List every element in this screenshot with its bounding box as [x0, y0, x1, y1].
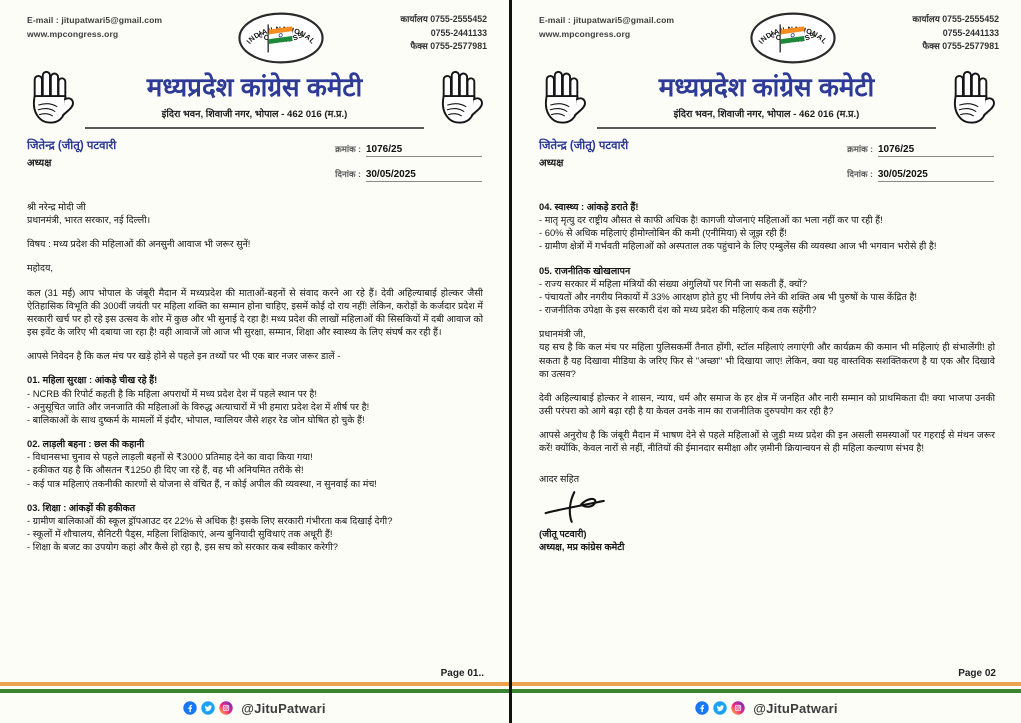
social-handle: @JituPatwari — [753, 700, 838, 716]
inc-party-logo — [235, 10, 327, 66]
sender-row — [0, 129, 509, 189]
section-03-point: - स्कूलों में शौचालय, सैनिटरी पैड्स, महिला शिक्षिकाएं, अन्य बुनियादी सुविधाएं तक अधूरी हैं! — [27, 527, 333, 539]
org-address: इंदिरा भवन, शिवाजी नगर, भोपाल - 462 016 (म.प्र.) — [161, 109, 348, 120]
page-footer — [512, 682, 1021, 723]
sender-row — [512, 129, 1021, 189]
website-text: www.mpcongress.org — [539, 29, 631, 40]
letter-page-2 — [512, 0, 1021, 723]
ref-number-line — [335, 139, 482, 157]
section-01-point: - NCRB की रिपोर्ट कहती है कि महिला अपराधों में मध्य प्रदेश देश में पहले स्थान पर है! — [27, 387, 317, 399]
pm-paragraph: यह सच है कि कल मंच पर महिला पुलिसकर्मी तैनात होंगी, स्टॉल महिलाएं लगाएंगी और कार्यक्रम की कमान भी महिलाएं ही संभालेंगी! हो सकता है यह दिखावा मीडिया के जरिए फिर से "अच्छा" भी दिखाया जाए! लेकिन, क्या यह वास्तविक सशक्तिकरण है या एक और दिखावे का उत्सव? — [539, 341, 995, 379]
letterhead-title-row — [0, 68, 509, 129]
salutation: महोदय, — [27, 262, 54, 274]
date-value: 30/05/2025 — [878, 169, 994, 182]
page-number: Page 01.. — [440, 668, 484, 679]
date-line — [335, 164, 482, 182]
section-02-point: - हकीकत यह है कि औसतन ₹1250 ही दिए जा रहे हैं, वह भी अनियमित तरीके से! — [27, 464, 304, 476]
org-address: इंदिरा भवन, शिवाजी नगर, भोपाल - 462 016 (म.प्र.) — [673, 109, 860, 120]
website-text: www.mpcongress.org — [27, 29, 119, 40]
ref-block — [335, 138, 482, 189]
section-01 — [27, 373, 483, 426]
date-line — [847, 164, 994, 182]
congress-hand-icon — [946, 68, 996, 129]
org-title: मध्यप्रदेश कांग्रेस कमेटी — [146, 72, 363, 102]
org-title: मध्यप्रदेश कांग्रेस कमेटी — [658, 72, 875, 102]
subject-line: विषय : मध्य प्रदेश की महिलाओं की अनसुनी आवाज भी जरूर सुनें! — [27, 238, 251, 250]
congress-hand-icon — [434, 68, 484, 129]
header-contact-left — [27, 13, 162, 41]
sender-block — [539, 138, 628, 189]
header-contact-row — [512, 0, 1021, 66]
section-03-heading: 03. शिक्षा : आंकड़ों की हकीकत — [27, 501, 136, 513]
section-04 — [539, 200, 995, 253]
social-row — [512, 693, 1021, 723]
ref-number-label: क्रमांक : — [847, 144, 873, 154]
signature — [543, 489, 609, 525]
appeal-paragraph: आपसे अनुरोध है कि जंबूरी मैदान में भाषण देने से पहले महिलाओं से जुड़ी मध्य प्रदेश की इन असली समस्याओं पर गहराई से मंथन जरूर करें! क्योंकि, केवल नारों से नहीं, नीतियों की ईमानदार समीक्षा और ज़मीनी क्रियान्वयन से ही महिला कल्याण संभव है! — [539, 429, 995, 454]
page-footer — [0, 682, 509, 723]
date-label: दिनांक : — [847, 169, 873, 179]
fax-line: फैक्स 0755-2577981 — [922, 41, 999, 52]
section-02-point: - विधानसभा चुनाव से पहले लाड़ली बहनों से ₹3000 प्रतिमाह देने का वादा किया गया! — [27, 451, 313, 463]
sender-role: अध्यक्ष — [27, 158, 52, 169]
section-03-point: - ग्रामीण बालिकाओं की स्कूल ड्रॉपआउट दर 22% से अधिक है! इसके लिए सरकारी गंभीरता कब दिखाई देगी? — [27, 514, 393, 526]
letterhead-title-row — [512, 68, 1021, 129]
section-05-point: - पंचायतों और नगरीय निकायों में 33% आरक्षण होते हुए भी निर्णय लेने की शक्ति अब भी पुरुषों के पास केंद्रित है! — [539, 290, 918, 302]
section-02-point: - कई पात्र महिलाएं तकनीकी कारणों से योजना से वंचित हैं, न कोई अपील की व्यवस्था, न सुनवाई का मंच! — [27, 477, 377, 489]
pm-heading: प्रधानमंत्री जी, — [539, 328, 586, 340]
office-phone-line1: कार्यालय 0755-2555452 — [912, 14, 999, 24]
section-03 — [27, 501, 483, 554]
letter-page-1 — [0, 0, 509, 723]
recipient-title: प्रधानमंत्री, भारत सरकार, नई दिल्ली। — [27, 214, 151, 226]
instagram-icon — [731, 701, 745, 715]
section-04-point: - मातृ मृत्यु दर राष्ट्रीय औसत से काफी अधिक है! कागजी योजनाएं महिलाओं का भला नहीं कर पा रही हैं! — [539, 214, 883, 226]
section-05-point: - राज्य सरकार में महिला मंत्रियों की संख्या अंगुलियों पर गिनी जा सकती हैं, क्यों? — [539, 277, 808, 289]
signatory-role: अध्यक्ष, मप्र कांग्रेस कमेटी — [539, 540, 625, 552]
header-contact-right — [912, 13, 999, 54]
header-contact-row — [0, 0, 509, 66]
social-row — [0, 693, 509, 723]
sender-name: जितेन्द्र (जीतू) पटवारी — [27, 140, 117, 152]
intro-paragraph: कल (31 मई) आप भोपाल के जंबूरी मैदान में मध्यप्रदेश की माताओं-बहनों से संवाद करने आ रहे हैं। देवी अहिल्याबाई होल्कर जैसी ऐतिहासिक विभूति की 300वीं जयंती पर महिला शक्ति का सम्मान होना चाहिए, इसमें कोई दो राय नहीं! लेकिन, करोड़ों के कर्जदार प्रदेश में सरकारी खर्च पर हो रहे इस उत्सव के शोर में कुछ और भी सुनाई दे रहा है! मध्य प्रदेश की लाखों महिलाओं की सिसकियों में दबी आवाज को इस इवेंट के जरिए भी दबाया जा रहा है! वही आवाजें जो आज भी सुरक्षा, सम्मान, शिक्षा और स्वास्थ्य के लिए संघर्ष कर रही हैं। — [27, 286, 483, 338]
email-text: E-mail : jitupatwari5@gmail.com — [27, 15, 163, 25]
twitter-icon — [713, 701, 727, 715]
letter-body-page1 — [0, 189, 509, 553]
pm-address-block — [539, 327, 995, 380]
sender-block — [27, 138, 116, 189]
instagram-icon — [219, 701, 233, 715]
recipient-name: श्री नरेन्द्र मोदी जी — [27, 201, 86, 212]
section-05 — [539, 264, 995, 317]
section-04-point: - ग्रामीण क्षेत्रों में गर्भवती महिलाओं को अस्पताल तक पहुंचाने के लिए एम्बुलेंस की व्यवस्था आज भी भगवान भरोसे ही है! — [539, 240, 937, 252]
letterhead-title-block — [85, 68, 424, 129]
ref-block — [847, 138, 994, 189]
letterhead-title-block — [597, 68, 936, 129]
devi-paragraph: देवी अहिल्याबाई होल्कर ने शासन, न्याय, धर्म और समाज के हर क्षेत्र में जनहित और नारी सम्मान को प्राथमिकता दी! क्या भाजपा उनकी उसी परंपरा को आगे बढ़ा रही है या केवल उनके नाम का राजनीतिक दुरुपयोग कर रही है? — [539, 391, 995, 417]
section-01-point: - अनुसूचित जाति और जनजाति की महिलाओं के विरुद्ध अत्याचारों में भी हमारा प्रदेश देश में शीर्ष पर है! — [27, 400, 370, 412]
facebook-icon — [183, 701, 197, 715]
header-contact-right — [400, 13, 487, 54]
office-phone-line1: कार्यालय 0755-2555452 — [400, 14, 487, 24]
section-01-point: - बालिकाओं के साथ दुष्कर्म के मामलों में इंदौर, भोपाल, ग्वालियर जैसे शहर रेड जोन घोषित हो चुके हैं! — [27, 413, 365, 425]
facebook-icon — [695, 701, 709, 715]
section-05-heading: 05. राजनीतिक खोखलापन — [539, 264, 631, 276]
ref-number-value: 1076/25 — [366, 144, 482, 157]
header-contact-left — [539, 13, 674, 41]
signatory-name: (जीतू पटवारी) — [539, 527, 587, 539]
ref-number-line — [847, 139, 994, 157]
section-02-heading: 02. लाड़ली बहना : छल की कहानी — [27, 438, 145, 450]
ref-number-label: क्रमांक : — [335, 144, 361, 154]
sender-role: अध्यक्ष — [539, 158, 564, 169]
section-04-heading: 04. स्वास्थ्य : आंकड़े डराते हैं! — [539, 201, 639, 212]
fax-line: फैक्स 0755-2577981 — [410, 41, 487, 52]
ref-number-value: 1076/25 — [878, 144, 994, 157]
request-paragraph: आपसे निवेदन है कि कल मंच पर खड़े होने से पहले इन तथ्यों पर भी एक बार नजर जरूर डालें - — [27, 350, 341, 362]
date-value: 30/05/2025 — [366, 169, 482, 182]
twitter-icon — [201, 701, 215, 715]
office-phone-line2: 0755-2441133 — [942, 27, 999, 38]
section-05-point: - राजनीतिक उपेक्षा के इस सरकारी दंश को मध्य प्रदेश की महिलाएं कब तक सहेंगी? — [539, 304, 817, 316]
page-number: Page 02 — [958, 668, 996, 679]
social-handle: @JituPatwari — [241, 700, 326, 716]
date-label: दिनांक : — [335, 169, 361, 179]
section-03-point: - शिक्षा के बजट का उपयोग कहां और कैसे हो रहा है, इस सच को सरकार कब स्वीकार करेगी? — [27, 541, 338, 553]
letter-body-page2 — [512, 189, 1021, 553]
inc-party-logo — [747, 10, 839, 66]
congress-hand-icon — [25, 68, 75, 129]
closing-line: आदर सहित — [539, 472, 580, 484]
office-phone-line2: 0755-2441133 — [430, 27, 487, 38]
sender-name: जितेन्द्र (जीतू) पटवारी — [539, 140, 629, 152]
email-text: E-mail : jitupatwari5@gmail.com — [539, 15, 675, 25]
section-02 — [27, 437, 483, 490]
section-04-point: - 60% से अधिक महिलाएं हीमोग्लोबिन की कमी (एनीमिया) से जूझ रही हैं! — [539, 227, 787, 239]
congress-hand-icon — [537, 68, 587, 129]
section-01-heading: 01. महिला सुरक्षा : आंकड़े चीख रहे हैं! — [27, 374, 158, 386]
recipient-block — [27, 200, 483, 226]
